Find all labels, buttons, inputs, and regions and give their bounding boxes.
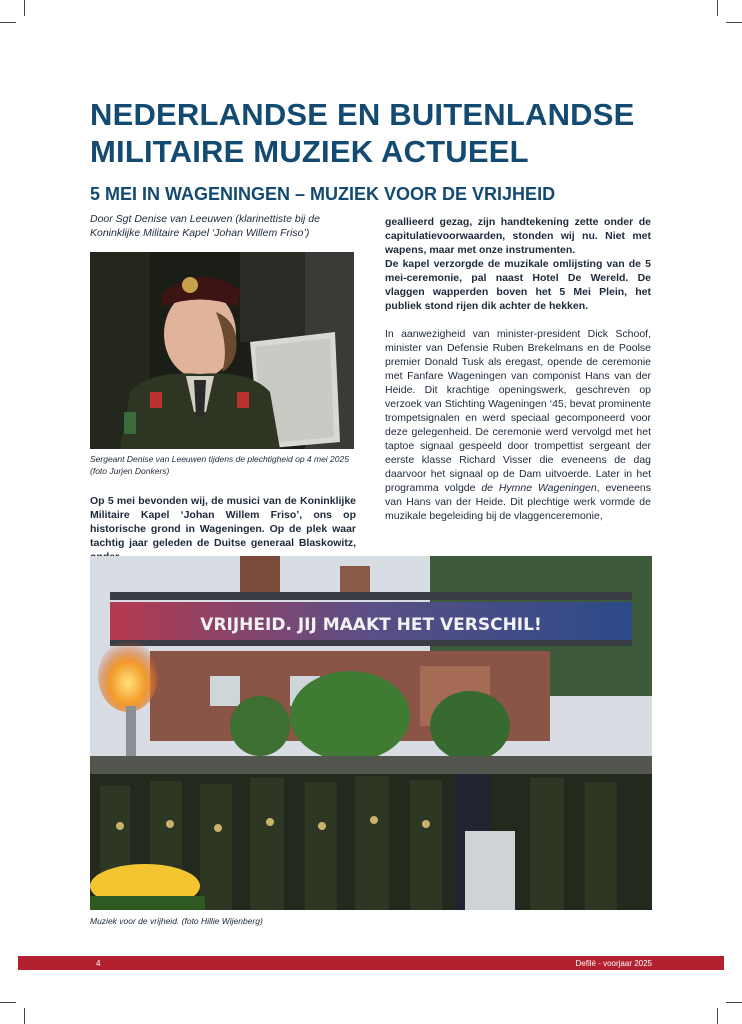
crop-mark [717, 0, 718, 16]
crop-mark [24, 1008, 25, 1024]
column-2-intro [385, 215, 651, 313]
issue-label: Defilé - voorjaar 2025 [575, 959, 652, 968]
crop-mark [24, 0, 25, 16]
crop-mark [0, 1002, 16, 1003]
intro-paragraph-2: De kapel verzorgde de muzikale omlijsting van de 5 mei-ceremonie, pal naast Hotel De Wereld. De vlaggen wapperden boven het 5 Mei Plein, het publiek stond rijen dik achter de hekken. [385, 258, 651, 312]
body-text-2: , eveneens van Hans van der Heide. Dit plechtige werk vormde de muzikale begeleiding bij de vlaggenceremonie, [385, 482, 651, 522]
portrait-photo-caption: Sergeant Denise van Leeuwen tijdens de plechtigheid op 4 mei 2025 (foto Jurjen Donkers) [90, 454, 349, 476]
body-text-1: In aanwezigheid van minister-president Dick Schoof, minister van Defensie Ruben Brekelmans en de Poolse premier Donald Tusk als eregast, opende de ceremonie met Fanfare Wageningen van componist Hans van der Heide. Dit krachtige openingswerk, geschreven op verzoek van Stichting Wageningen ‘45, bevat prominente trompetsignalen en werd speciaal gecomponeerd voor deze gelegenheid. De ceremonie werd vervolgd met het taptoe signaal gespeeld door trompettist sergeant der eerste klasse Richard Visser die eveneens de dag daarvoor het signaal op de Dam uitvoerde. Later in het programma volgde [385, 328, 651, 494]
crop-mark [717, 1008, 718, 1024]
banner-text: VRIJHEID. JIJ MAAKT HET VERSCHIL! [200, 615, 542, 635]
article-byline: Door Sgt Denise van Leeuwen (klarinettiste bij de Koninklijke Militaire Kapel ‘Johan Willem Friso’) [90, 213, 320, 239]
ceremony-photo-illustration [90, 556, 652, 910]
page-title [90, 96, 690, 170]
body-text-italic: de Hymne Wageningen [481, 482, 597, 494]
portrait-photo-illustration [90, 252, 354, 449]
portrait-photo [90, 252, 354, 449]
page-title-line-2: MILITAIRE MUZIEK ACTUEEL [90, 134, 529, 169]
crop-mark [0, 22, 16, 23]
crop-mark [726, 1002, 742, 1003]
intro-paragraph-1: geallieerd gezag, zijn handtekening zette onder de capitulatievoorwaarden, stonden wij nu. Niet met wapens, maar met onze instrumenten. [385, 216, 651, 256]
article-subtitle: 5 MEI IN WAGENINGEN – MUZIEK VOOR DE VRIJHEID [90, 184, 556, 204]
crop-mark [726, 22, 742, 23]
lead-paragraph: Op 5 mei bevonden wij, de musici van de Koninklijke Militaire Kapel ‘Johan Willem Friso’, ons op historische grond in Wageningen. Op de plek waar tachtig jaar geleden de Duitse generaal Blaskowitz, [90, 495, 356, 549]
ceremony-photo [90, 556, 652, 910]
page-number: 4 [96, 959, 101, 968]
body-paragraph [385, 327, 651, 523]
page-title-line-1: NEDERLANDSE EN BUITENLANDSE [90, 97, 635, 132]
ceremony-photo-caption: Muziek voor de vrijheid. (foto Hillie Wijenberg) [90, 916, 263, 926]
